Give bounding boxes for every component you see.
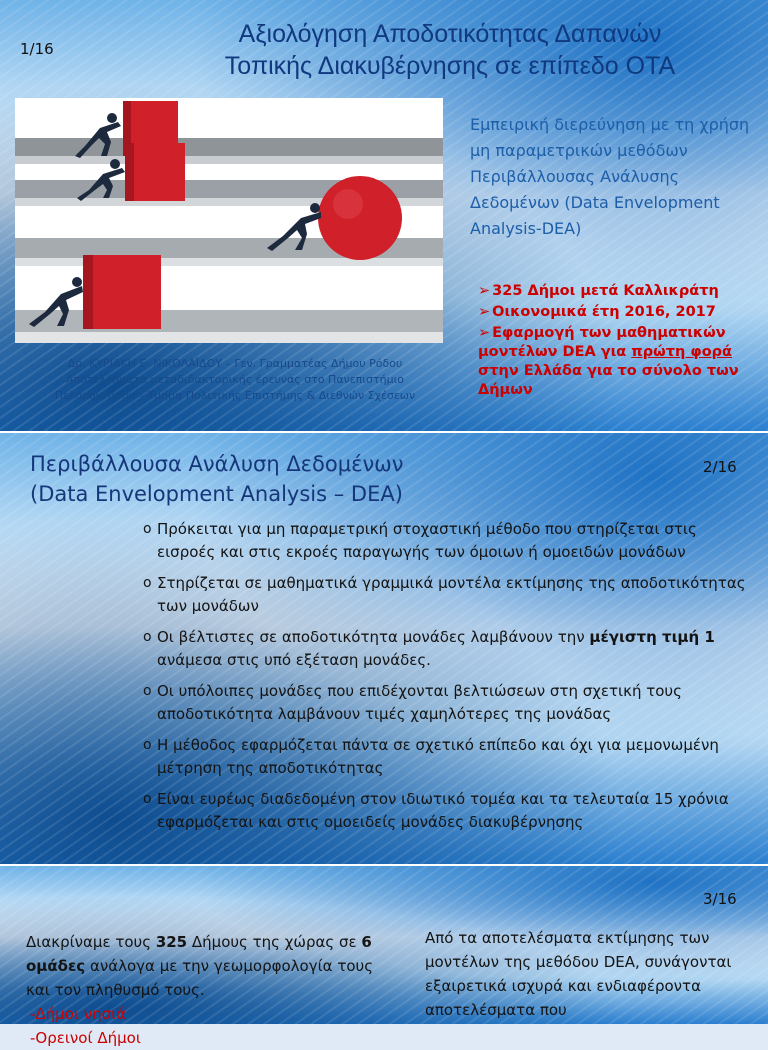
group-item-mountain: -Ορεινοί Δήμοι — [30, 1029, 141, 1047]
ledge-4 — [15, 310, 443, 332]
grouping-text-end: ανάλογα με την γεωμορφολογία τους και τον πληθυσμό τους. — [26, 957, 374, 999]
key-point-dea-application — [478, 324, 763, 400]
list-item — [143, 788, 753, 834]
grouping-text-mid: Δήμους της χώρας σε — [187, 933, 362, 951]
red-ball — [318, 176, 402, 260]
key-point-text: 325 Δήμοι μετά Καλλικράτη — [492, 283, 719, 299]
red-box-3-shade — [83, 255, 93, 329]
red-box-3 — [83, 255, 161, 329]
list-item — [143, 626, 753, 672]
group-count: 6 ομάδες — [26, 933, 372, 975]
circle-bullet-icon: o — [143, 629, 152, 645]
author-line-2: Αποτελέσματα μεταδιδακτορικής έρευνας στο Πανεπιστήμιο — [65, 373, 405, 386]
list-item-text-end: ανάμεσα στις υπό εξέταση μονάδες. — [157, 651, 431, 669]
list-item — [143, 572, 753, 618]
key-point-emphasis: πρώτη φορά — [631, 344, 733, 360]
group-item-islands: -Δήμοι νησιά — [30, 1005, 127, 1023]
red-ball-highlight — [333, 189, 363, 219]
key-point-text: Οικονομικά έτη 2016, 2017 — [492, 304, 716, 320]
slide-title — [150, 18, 750, 82]
author-credits — [35, 356, 435, 404]
list-item — [143, 734, 753, 780]
grouping-text: Διακρίναμε τους — [26, 933, 156, 951]
results-description: Από τα αποτελέσματα εκτίμησης των μοντέλων της μεθόδου DEA, συνάγονται εξαιρετικά ισχυρά και ενδιαφέροντα αποτελέσματα που — [425, 929, 732, 1019]
author-line-1: Δρ. ΚΥΡΙΑΚΗ Ε. ΝΙΚΟΛΑΪΔΟΥ – Γεν. Γραμματέας Δήμου Ρόδου — [67, 357, 403, 370]
slide-1 — [0, 0, 768, 431]
arrow-bullet-icon: ➢ — [478, 304, 491, 320]
list-item-text: Οι υπόλοιπες μονάδες που επιδέχονται βελτιώσεων στη σχετική τους αποδοτικότητα λαμβάνουν τιμές χαμηλότερες της μονάδας — [157, 682, 682, 723]
arrow-bullet-icon: ➢ — [478, 325, 491, 341]
circle-bullet-icon: o — [143, 521, 152, 537]
ledge-4-face — [15, 332, 443, 343]
ledge-3-face — [15, 258, 443, 266]
list-item-text: Οι βέλτιστες σε αποδοτικότητα μονάδες λαμβάνουν την — [157, 628, 590, 646]
key-point-text: Εφαρμογή των μαθηματικών μοντέλων DEA για — [478, 325, 726, 360]
illustration-svg — [15, 98, 443, 343]
grouping-description — [26, 930, 396, 1050]
page-number: 3/16 — [703, 890, 737, 908]
pushing-boxes-illustration — [15, 98, 443, 343]
slide-3 — [0, 864, 768, 1047]
title-line-1: Αξιολόγηση Αποδοτικότητας Δαπανών — [238, 20, 662, 48]
circle-bullet-icon: o — [143, 575, 152, 591]
municipality-count: 325 — [155, 933, 188, 951]
key-points-list — [478, 282, 763, 402]
slide-title — [30, 449, 630, 509]
arrow-bullet-icon: ➢ — [478, 283, 491, 299]
circle-bullet-icon: o — [143, 737, 152, 753]
title-line-1: Περιβάλλουσα Ανάλυση Δεδομένων — [30, 452, 404, 476]
list-item-text: Πρόκειται για μη παραμετρική στοχαστική μέθοδο που στηρίζεται στις εισροές και στις εκροές παραγωγής των όμοιων ή ομοειδών μονάδων — [157, 520, 697, 561]
list-item — [143, 680, 753, 726]
circle-bullet-icon: o — [143, 683, 152, 699]
title-line-2: Τοπικής Διακυβέρνησης σε επίπεδο ΟΤΑ — [224, 52, 676, 80]
key-point-fiscal-years — [478, 303, 763, 322]
author-line-3: Πελοποννήσου – Τμήμα Πολιτικής Επιστήμης & Διεθνών Σχέσεων — [54, 389, 416, 402]
red-box-2-shade — [125, 143, 134, 201]
list-item-text: Στηρίζεται σε μαθηματικά γραμμικά μοντέλα εκτίμησης της αποδοτικότητας των μονάδων — [157, 574, 746, 615]
circle-bullet-icon: o — [143, 791, 152, 807]
dea-characteristics-list — [143, 518, 753, 842]
list-item-text: Η μέθοδος εφαρμόζεται πάντα σε σχετικό επίπεδο και όχι για μεμονωμένη μέτρηση της αποδοτικότητας — [157, 736, 719, 777]
page-number: 1/16 — [20, 40, 54, 58]
slide-2 — [0, 431, 768, 864]
page-number: 2/16 — [703, 458, 737, 476]
study-description: Εμπειρική διερεύνηση με τη χρήση μη παραμετρικών μεθόδων Περιβάλλουσας Ανάλυσης Δεδομένων (Data Envelopment Analysis-DEA) — [470, 115, 750, 238]
list-item-bold: μέγιστη τιμή 1 — [589, 628, 715, 646]
key-point-municipalities — [478, 282, 763, 301]
list-item-text: Είναι ευρέως διαδεδομένη στον ιδιωτικό τομέα και τα τελευταία 15 χρόνια εφαρμόζεται και στις ομοειδείς μονάδες διακυβέρνησης — [157, 790, 729, 831]
title-line-2: (Data Envelopment Analysis – DEA) — [30, 482, 403, 506]
list-item — [143, 518, 753, 564]
key-point-text-end: στην Ελλάδα για το σύνολο των Δήμων — [478, 363, 739, 398]
